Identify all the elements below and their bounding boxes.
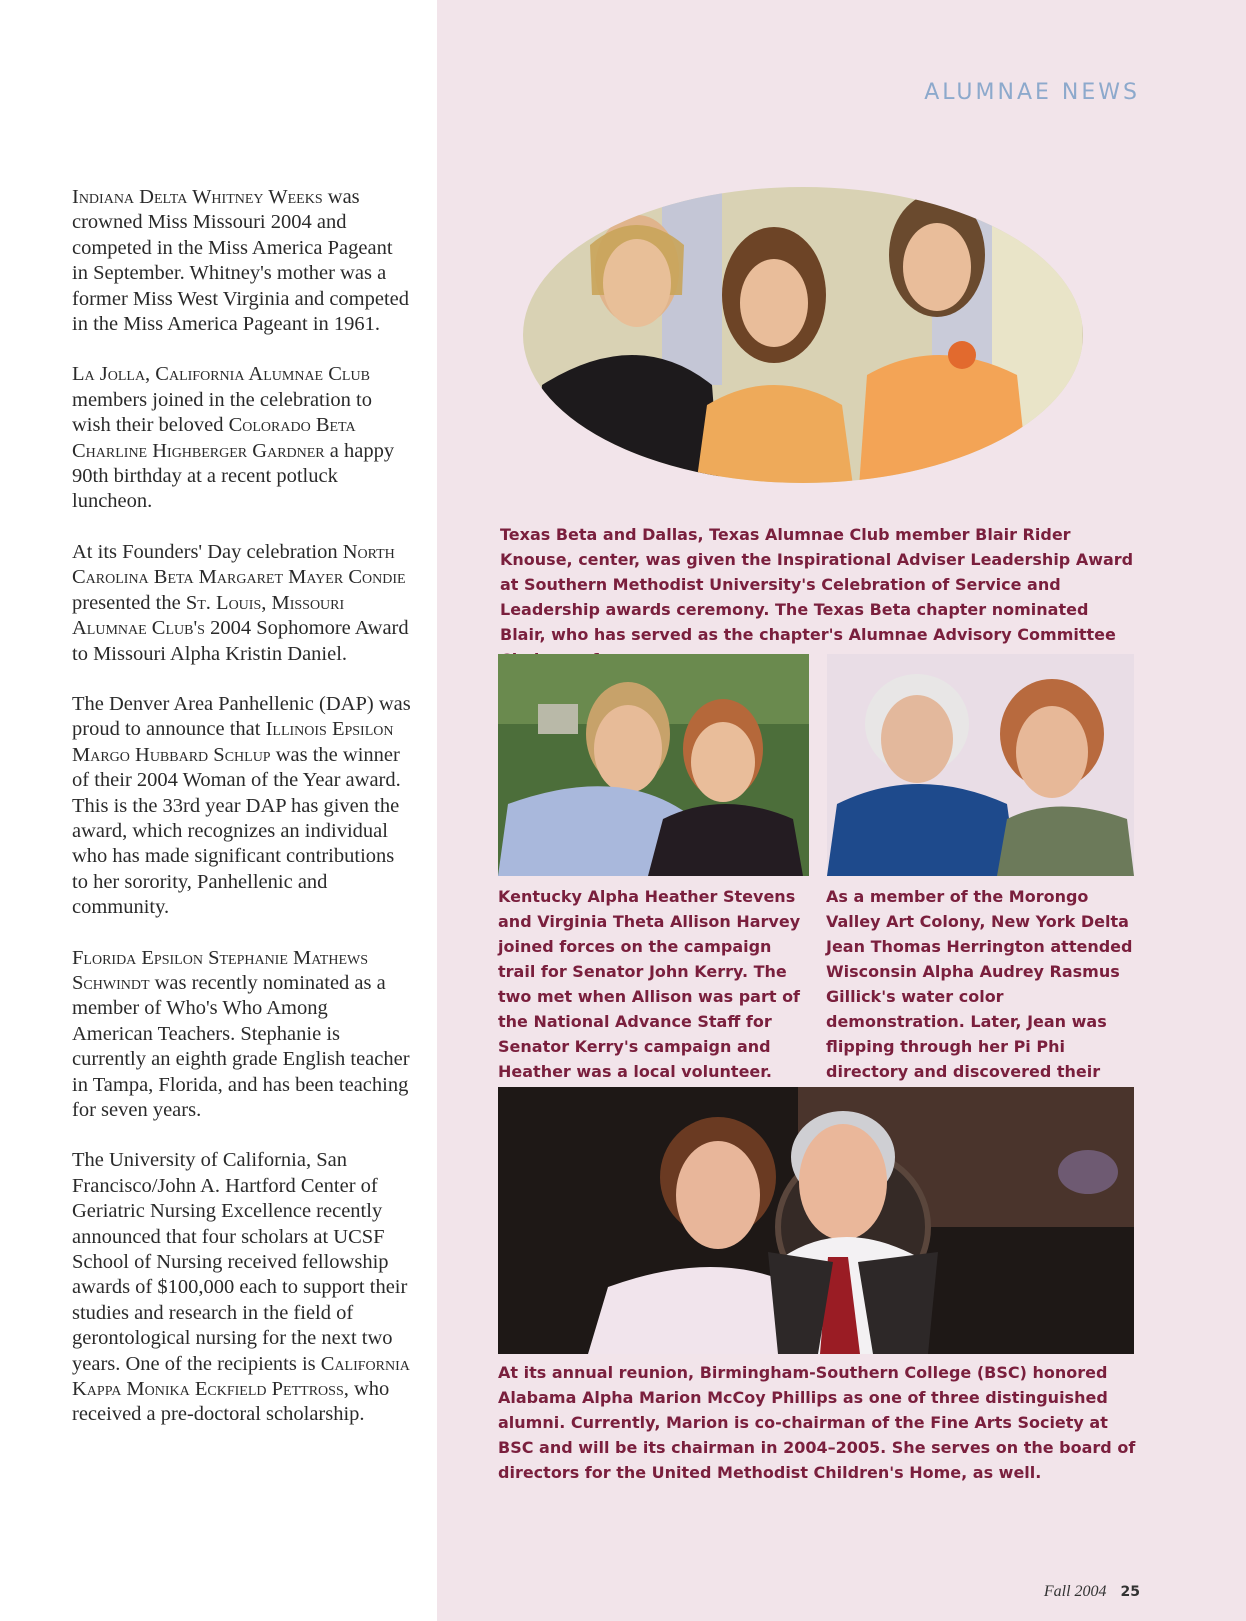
news-item: La Jolla, California Alumnae Club members joined in the celebration to wish their beloved Colorado Beta Charline Highberger Gardner a happy 90th birthday at a recent potluck luncheon. — [72, 363, 395, 513]
photo-art-colony — [827, 654, 1134, 876]
photo-campaign-volunteers — [498, 654, 809, 876]
caption-photo4: At its annual reunion, Birmingham-Southern College (BSC) honored Alabama Alpha Marion McCoy Phillips as one of three distinguished alumni. Currently, Marion is co-chairman of the Fine Arts Society at BSC and will be its chairman in 2004–2005. She serves on the board of directors for the United Methodist Children's Home, as well. — [498, 1363, 1136, 1482]
news-item: The University of California, San Francisco/John A. Hartford Center of Geriatric Nursing Excellence recently announced that four scholars at UCSF School of Nursing received fellowship awards of $100,000 each to support their studies and research in the field of gerontological nursing for the next two years. One of the recipients is California Kappa Monika Eckfield Pettross, who received a pre-doctoral scholarship. — [72, 1149, 410, 1426]
issue-label: Fall 2004 — [1043, 1583, 1107, 1600]
photo-illustration — [498, 1087, 1134, 1354]
page-number: 25 — [1120, 1584, 1140, 1600]
caption-photo3: As a member of the Morongo Valley Art Colony, New York Delta Jean Thomas Herrington attended Wisconsin Alpha Audrey Rasmus Gillick's water color demonstration. Later, Jean was flipping through her Pi Phi directory and discovered their — [826, 887, 1133, 1081]
photo-three-women-award — [512, 185, 1094, 515]
news-item: At its Founders' Day celebration North Carolina Beta Margaret Mayer Condie presented the St. Louis, Missouri Alumnae Club's 2004 Sophomore Award to Missouri Alpha Kristin Daniel. — [72, 540, 409, 665]
photo-illustration — [512, 185, 1094, 515]
news-item: Florida Epsilon Stephanie Mathews Schwindt was recently nominated as a member of Who's Who Among American Teachers. Stephanie is currently an eighth grade English teacher in Tampa, Florida, and has been teaching for seven years. — [72, 946, 410, 1121]
photo-illustration — [498, 654, 809, 876]
caption-photo2: Kentucky Alpha Heather Stevens and Virginia Theta Allison Harvey joined forces on the campaign trail for Senator John Kerry. The two met when Allison was part of the National Advance Staff for Senator Kerry's campaign and Heather was a local volunteer. — [498, 887, 801, 1081]
caption-photo1: Texas Beta and Dallas, Texas Alumnae Club member Blair Rider Knouse, center, was given the Inspirational Adviser Leadership Award at Southern Methodist University's Celebration of Service and Leadership awards ceremony. The Texas Beta chapter nominated Blair, who has served as the chapter's Alumnae Advisory Committee — [500, 525, 1134, 644]
page-footer — [990, 1583, 1140, 1601]
section-header: ALUMNAE NEWS — [924, 80, 1140, 105]
left-column — [72, 185, 412, 1453]
news-item: The Denver Area Panhellenic (DAP) was proud to announce that Illinois Epsilon Margo Hubbard Schlup was the winner of their 2004 Woman of the Year award. This is the 33rd year DAP has given the award, which recognizes an individual who has made significant contributions to her sorority, Panhellenic and community. — [72, 692, 411, 919]
photo-illustration — [827, 654, 1134, 876]
news-item: Indiana Delta Whitney Weeks was crowned Miss Missouri 2004 and competed in the Miss America Pageant in September. Whitney's mother was a former Miss West Virginia and competed in the Miss America Pageant in 1961. — [72, 186, 410, 336]
photo-bsc-reunion — [498, 1087, 1134, 1354]
